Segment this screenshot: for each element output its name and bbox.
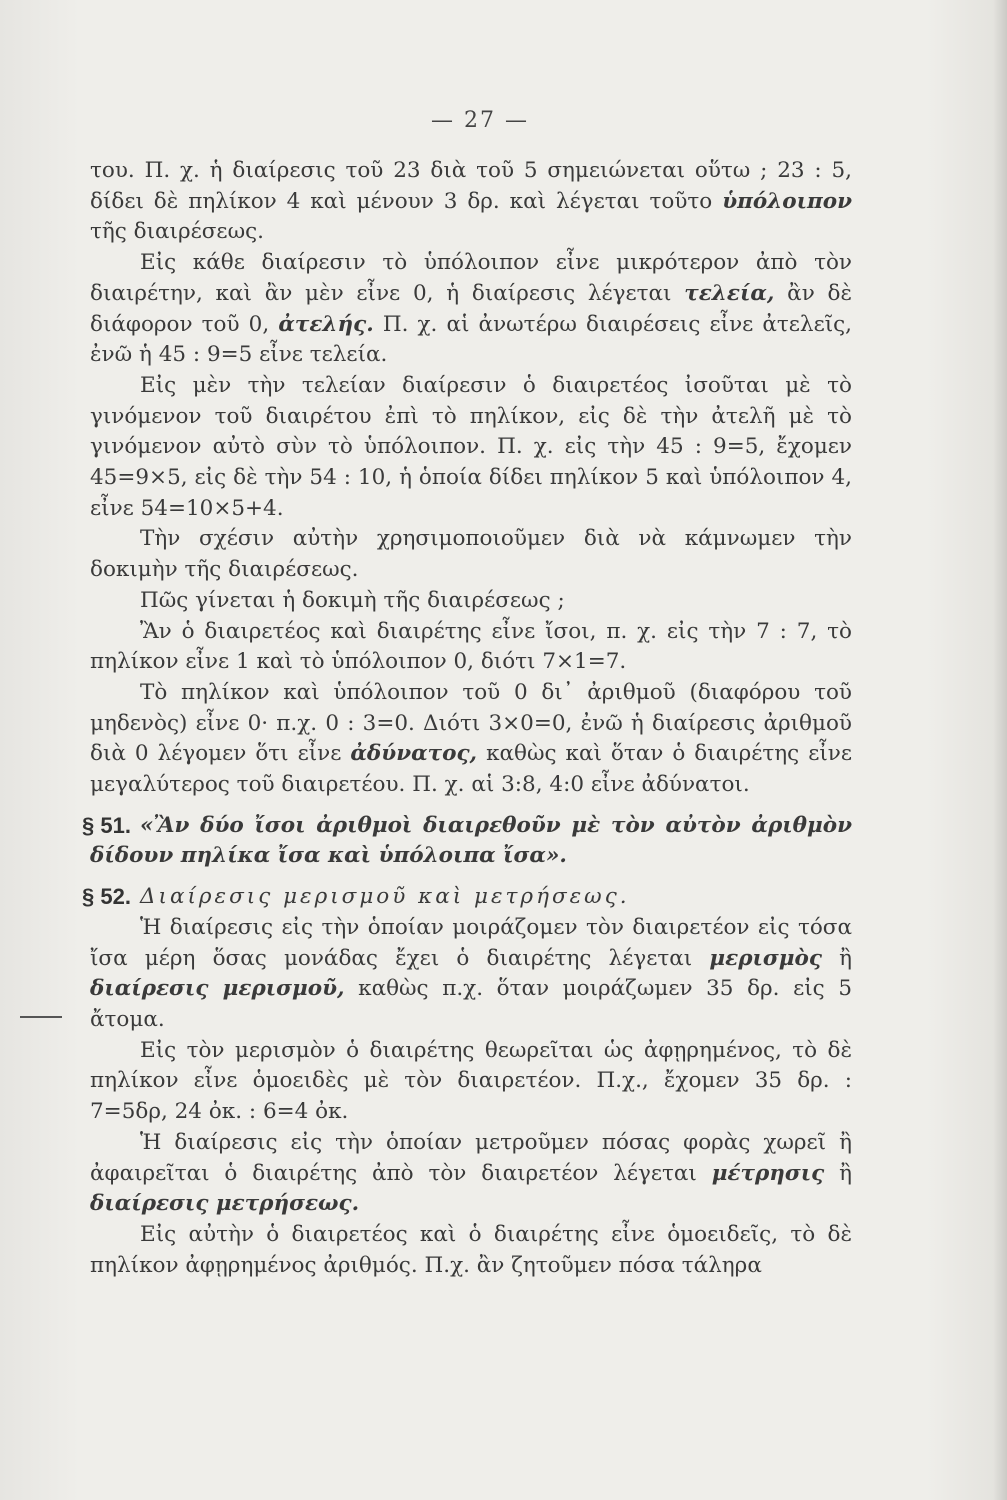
paragraph-zero-division: Τὸ πηλίκον καὶ ὑπόλοιπον τοῦ 0 δι᾿ ἀριθμοῦ (διαφόρου τοῦ μηδενὸς) εἶνε 0· π.χ. 0 : 3=0. Διότι 3×0=0, ἐνῶ ἡ διαίρεσις ἀριθμοῦ διὰ 0 λέγομεν ὅτι εἶνε ἀδύνατος, καθὼς καὶ ὅταν ὁ διαιρέτης εἶνε μεγαλύτερος τοῦ διαιρετέου. Π. χ. αἱ 3:8, 4:0 εἶνε ἀδύνατοι. (90, 679, 852, 798)
term-partition: μερισμὸς (709, 945, 822, 971)
paragraph-exact-division: Εἰς κάθε διαίρεσιν τὸ ὑπόλοιπον εἶνε μικρότερον ἀπὸ τὸν διαιρέτην, καὶ ἂν μὲν εἶνε 0, ἡ διαίρεσις λέγεται τελεία, ἂν δὲ διάφορον τοῦ 0, ἀτελής. Π. χ. αἱ ἀνωτέρω διαιρέσεις εἶνε ἀτελεῖς, ἐνῶ ἡ 45 : 9=5 εἶνε τελεία. (90, 250, 853, 368)
page-body (82, 156, 853, 1281)
paragraph-check-question: Πῶς γίνεται ἡ δοκιμὴ τῆς διαιρέσεως ; (140, 587, 565, 613)
paragraph-remainder: του. Π. χ. ἡ διαίρεσις τοῦ 23 διὰ τοῦ 5 σημειώνεται οὕτω ; 23 : 5, δίδει δὲ πηλίκον 4 καὶ μένουν 3 δρ. καὶ λέγεται τοῦτο ὑπόλοιπον τῆς διαιρέσεως. (90, 158, 852, 245)
paragraph-partition-divisor: Εἰς τὸν μερισμὸν ὁ διαιρέτης θεωρεῖται ὡς ἀφῃρημένος, τὸ δὲ πηλίκον εἶνε ὁμοειδὲς μὲ τὸν διαιρετέον. Π.χ., ἔχομεν 35 δρ. : 7=5δρ, 24 ὀκ. : 6=4 ὀκ. (90, 1037, 852, 1125)
page-number: — 27 — (431, 108, 529, 133)
section-52-number: § 52. (82, 884, 131, 910)
term-measurement: μέτρησις (711, 1160, 825, 1186)
term-inexact: ἀτελής. (278, 311, 374, 337)
section-52 (82, 882, 852, 913)
margin-dash-mark (20, 1016, 62, 1018)
paragraph-measurement-example: Εἰς αὐτὴν ὁ διαιρετέος καὶ ὁ διαιρέτης εἶνε ὁμοειδεῖς, τὸ δὲ πηλίκον ἀφῃρημένος ἀριθμός. Π.χ. ἂν ζητοῦμεν πόσα τάληρα (90, 1221, 852, 1278)
paragraph-measurement: Ἡ διαίρεσις εἰς τὴν ὁποίαν μετροῦμεν πόσας φορὰς χωρεῖ ἢ ἀφαιρεῖται ὁ διαιρέτης ἀπὸ τὸν διαιρετέον λέγεται μέτρησις ἢ διαίρεσις μετρήσεως. (90, 1129, 852, 1217)
page-edge-shadow (993, 0, 1007, 1500)
paragraph-equal-numbers: Ἂν ὁ διαιρετέος καὶ διαιρέτης εἶνε ἴσοι, π. χ. εἰς τὴν 7 : 7, τὸ πηλίκον εἶνε 1 καὶ τὸ ὑπόλοιπον 0, διότι 7×1=7. (90, 618, 852, 675)
section-52-title: Διαίρεσις μερισμοῦ καὶ μετρήσεως. (140, 884, 630, 910)
paragraph-check-use: Τὴν σχέσιν αὐτὴν χρησιμοποιοῦμεν διὰ νὰ κάμνωμεν τὴν δοκιμὴν τῆς διαιρέσεως. (90, 526, 852, 583)
section-51-number: § 51. (82, 812, 131, 838)
paragraph-dividend-relation: Εἰς μὲν τὴν τελείαν διαίρεσιν ὁ διαιρετέος ἰσοῦται μὲ τὸ γινόμενον τοῦ διαιρέτου ἐπὶ τὸ πηλίκον, εἰς δὲ τὴν ἀτελῆ μὲ τὸ γινόμενον αὐτὸ σὺν τὸ ὑπόλοιπον. Π. χ. εἰς τὴν 45 : 9=5, ἔχομεν 45=9×5, εἰς δὲ τὴν 54 : 10, ἡ ὁποία δίδει πηλίκον 5 καὶ ὑπόλοιπον 4, εἶνε 54=10×5+4. (90, 372, 852, 521)
term-measurement-division: διαίρεσις μετρήσεως. (90, 1191, 360, 1217)
term-exact: τελεία, (684, 280, 775, 306)
section-51-rule: «Ἂν δύο ἴσοι ἀριθμοὶ διαιρεθοῦν μὲ τὸν αὐτὸν ἀριθμὸν δίδουν πηλίκα ἴσα καὶ ὑπόλοιπα ἴσα». (90, 812, 852, 869)
paragraph-partition: Ἡ διαίρεσις εἰς τὴν ὁποίαν μοιράζομεν τὸν διαιρετέον εἰς τόσα ἴσα μέρη ὅσας μονάδας ἔχει ὁ διαιρέτης λέγεται μερισμὸς ἢ διαίρεσις μερισμοῦ, καθὼς π.χ. ὅταν μοιράζωμεν 35 δρ. εἰς 5 ἄτομα. (90, 914, 852, 1032)
term-partition-division: διαίρεσις μερισμοῦ, (90, 976, 345, 1002)
section-51 (82, 811, 852, 872)
term-remainder: ὑπόλοιπον (722, 188, 852, 214)
term-impossible: ἀδύνατος, (350, 741, 478, 767)
